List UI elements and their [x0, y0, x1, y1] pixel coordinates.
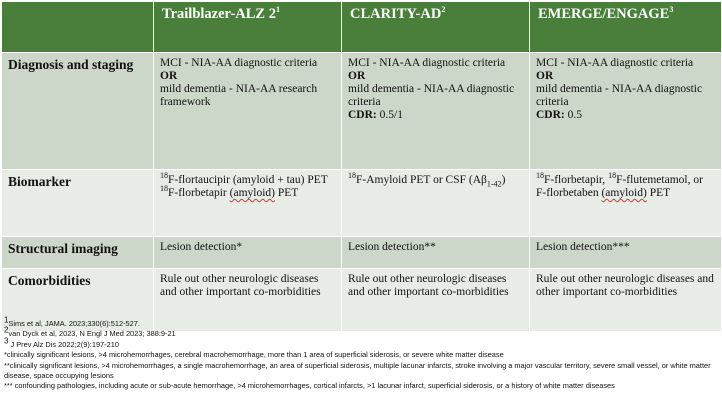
table-row-biomarker	[2, 170, 722, 237]
row-label-biomarker: Biomarker	[2, 170, 154, 237]
row-label-structural-imaging: Structural imaging	[2, 237, 154, 269]
references-footnotes	[4, 315, 718, 392]
header-trailblazer: Trailblazer-ALZ $2^1$	[154, 2, 342, 53]
cell-structural-trailblazer: Lesion detection*	[154, 237, 342, 269]
reference-2: $^2$van Dyck et al, 2023, N Engl J Med 2023; 388:9-21	[4, 325, 176, 339]
cell-diagnosis-clarity: MCI - NIA-AA diagnostic criteria OR mild dementia - NIA-AA diagnostic criteria CDR: 0.5/1	[342, 53, 530, 170]
reference-3: $^3$ J Prev Alz Dis 2022;2(9):197-210	[4, 336, 119, 349]
footnote-double-star: **clinically significant lesions, >4 microhemorrhages, a single macrohemorrhage, an area of superficial siderosis, multiple lacunar infarcts, stroke involving a major vascular territory, severe small vessel, or white matter disease, space occupying lesions	[4, 360, 711, 381]
footnote-triple-star: *** confounding pathologies, including acute or sub-acute hemorrhage, >4 microhemorrhages, cortical infarcts, >1 lacunar infarct, superficial siderosis, or a history of white matter diseases	[4, 381, 615, 391]
cell-comorbidities-clarity: Rule out other neurologic diseases and other important co-morbidities	[342, 269, 530, 332]
footnote-single-star: *clinically significant lesions, >4 microhemorrhages, cerebral macrohemorrhage, more than 1 area of superficial siderosis, or severe white matter disease	[4, 350, 504, 360]
table-row-diagnosis	[2, 53, 722, 170]
cell-structural-emerge: Lesion detection***	[530, 237, 722, 269]
trial-comparison-table	[1, 1, 722, 332]
header-clarity-ad: CLARITY-$AD^2$	[342, 2, 530, 53]
cell-diagnosis-emerge: MCI - NIA-AA diagnostic criteria OR mild dementia - NIA-AA diagnostic criteria CDR: 0.5	[530, 53, 722, 170]
table-header-row	[2, 2, 722, 53]
cell-structural-clarity: Lesion detection**	[342, 237, 530, 269]
row-label-diagnosis: Diagnosis and staging	[2, 53, 154, 170]
row-label-comorbidities: Comorbidities	[2, 269, 154, 332]
header-corner-cell	[2, 2, 154, 53]
cell-diagnosis-trailblazer: MCI - NIA-AA diagnostic criteria OR mild dementia - NIA-AA research framework	[154, 53, 342, 170]
reference-1: $^1$Sims et al, JAMA. 2023;330(6):512-527.	[4, 315, 140, 328]
table-row-structural-imaging	[2, 237, 722, 269]
cell-comorbidities-emerge: Rule out other neurologic diseases and other important co-morbidities	[530, 269, 722, 332]
cell-comorbidities-trailblazer: Rule out other neurologic diseases and other important co-morbidities	[154, 269, 342, 332]
cell-biomarker-clarity: $^{18}$F-Amyloid PET or CSF $(A\beta_{1-42})$	[342, 170, 530, 237]
cell-biomarker-trailblazer: $^{18}$F-flortaucipir (amyloid + tau) PET $^{18}$F-florbetapir (amyloid) PET	[154, 170, 342, 237]
cell-biomarker-emerge: $^{18}$F-florbetapir, $^{18}$F-flutemetamol, or F-florbetaben (amyloid) PET	[530, 170, 722, 237]
header-emerge-engage: EMERGE/ENGAGE$^3$	[530, 2, 722, 53]
